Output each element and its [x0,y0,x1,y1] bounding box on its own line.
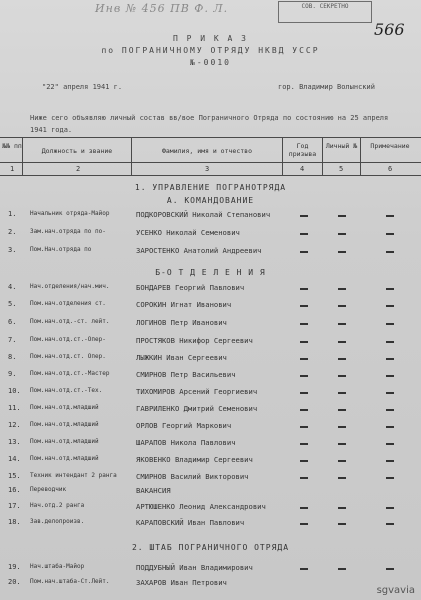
col-divider [22,137,23,175]
table-row [0,370,421,384]
row-position: Пом.нач.отд.ст.-Опер- [30,336,106,343]
table-row [0,300,421,314]
table-top-border [0,137,421,138]
dash-mark [338,288,346,290]
dash-mark [338,409,346,411]
row-name: КАРАПОВСКИЙ Иван Павлович [136,518,245,527]
row-position: Нач.штаба-Майор [30,563,85,570]
dash-mark [300,323,308,325]
dash-mark [386,477,394,479]
row-number: 6. [8,318,17,326]
row-position: Пом.нач.отд.ст.-Тех. [30,387,103,394]
handwritten-inventory-note: Инв № 456 ПВ Ф. Л. [95,2,229,15]
row-position: Начальник отряда-Майор [30,210,110,217]
column-number: 2 [76,165,81,173]
header-personal-number: Личный № [325,142,358,150]
dash-mark [386,233,394,235]
col-divider [322,137,323,175]
dash-mark [338,443,346,445]
row-name: ЗАРОСТЕНКО Анатолий Андреевич [136,246,262,255]
dash-mark [386,251,394,253]
row-name: ЛЫЖКИН Иван Сергеевич [136,353,227,362]
table-row [0,455,421,469]
row-position: Переводчик [30,486,67,493]
row-position: Зам.нач.отряда по по- [30,228,106,235]
dash-mark [338,341,346,343]
dash-mark [386,288,394,290]
dash-mark [300,305,308,307]
dash-mark [386,426,394,428]
column-number: 5 [339,165,344,173]
row-name: ПОДКОРОВСКИЙ Николай Степанович [136,210,271,219]
row-position: Нач.отделения/нач.мич. [30,283,110,290]
dash-mark [338,568,346,570]
row-name: СОРОКИН Игнат Иванович [136,300,232,309]
row-number: 10. [8,387,21,395]
row-name: ЯКОВЕНКО Владимир Сергеевич [136,455,253,464]
column-number: 1 [10,165,15,173]
section-heading: 2. ШТАБ ПОГРАНИЧНОГО ОТРЯДА [131,543,290,552]
table-header-bottom [0,175,421,176]
dash-mark [300,409,308,411]
dash-mark [338,507,346,509]
header-position: Должность и звание [41,147,113,155]
table-row [0,518,421,532]
row-position: Пом.нач.отд.младший [30,438,99,445]
row-name: ТИХОМИРОВ Арсений Георгиевич [136,387,258,396]
dash-mark [386,215,394,217]
table-row [0,578,421,592]
row-name: УСЕНКО Николай Семенович [136,228,240,237]
row-number: 5. [8,300,17,308]
header-note: Примечание [370,142,410,150]
row-position: Техник интендант 2 ранга [30,472,117,479]
header-number: №№ пп [2,142,22,150]
dash-mark [338,426,346,428]
column-number: 4 [300,165,305,173]
intro-paragraph: Ниже сего объявляю личный состав вв/вое Пограничного Отряда по состоянию на 25 апреля 1941 года. [30,114,389,134]
dash-mark [300,507,308,509]
row-number: 1. [8,210,17,218]
row-name: ПОДДУБНЫЙ Иван Владимирович [136,563,253,572]
row-name: БОНДАРЕВ Георгий Павлович [136,283,245,292]
table-row [0,336,421,350]
row-number: 17. [8,502,21,510]
row-position: Пом.нач.отд.младший [30,421,99,428]
table-row [0,502,421,516]
dash-mark [338,323,346,325]
row-name: ГАВРИЛЕНКО Дмитрий Семенович [136,404,258,413]
table-row [0,421,421,435]
dash-mark [386,375,394,377]
row-number: 3. [8,246,17,254]
row-number: 2. [8,228,17,236]
column-number: 6 [388,165,393,173]
dash-mark [300,341,308,343]
row-position: Пом.нач.отд.младший [30,455,99,462]
col-divider [131,137,132,175]
section-heading: 1. УПРАВЛЕНИЕ ПОГРАНОТРЯДА [134,183,287,192]
dash-mark [386,409,394,411]
dash-mark [386,323,394,325]
dash-mark [386,305,394,307]
document-title: П Р И К А З [173,34,248,43]
row-name: ПРОСТЯКОВ Никифор Сергеевич [136,336,253,345]
dash-mark [300,443,308,445]
row-position: Пом.нач.отд.ст.-Мастер [30,370,110,377]
dash-mark [338,460,346,462]
row-position: Пом.нач.отд.ст. Опер. [30,353,106,360]
row-position: Нач.отд.2 ранга [30,502,85,509]
dash-mark [300,288,308,290]
row-name: ВАКАНСИЯ [136,486,171,495]
row-position: Пом.нач.штаба-Ст.Лейт. [30,578,110,585]
table-header-divider [0,162,421,163]
dash-mark [300,523,308,525]
table-row [0,228,421,242]
row-name: ШАРАПОВ Никола Павлович [136,438,236,447]
dash-mark [386,460,394,462]
row-name: ЗАХАРОВ Иван Петрович [136,578,227,587]
dash-mark [338,523,346,525]
dash-mark [386,568,394,570]
dash-mark [386,523,394,525]
row-number: 14. [8,455,21,463]
order-number: №-0010 [190,58,231,67]
dash-mark [338,233,346,235]
row-number: 4. [8,283,17,291]
row-number: 7. [8,336,17,344]
dash-mark [338,305,346,307]
row-number: 20. [8,578,21,586]
row-name: СМИРНОВ Петр Васильевич [136,370,236,379]
table-row [0,472,421,486]
row-position: Пом.Нач.отряда по [30,246,92,253]
dash-mark [300,392,308,394]
subsection-heading: А. КОМАНДОВАНИЕ [166,196,255,205]
dash-mark [300,358,308,360]
dash-mark [386,507,394,509]
dash-mark [338,392,346,394]
row-number: 9. [8,370,17,378]
table-row [0,404,421,418]
row-position: Пом.нач.отделения ст. [30,300,106,307]
dash-mark [386,341,394,343]
row-number: 11. [8,404,21,412]
order-place: гор. Владимир Волынский [278,83,375,91]
subsection-heading: Б-О Т Д Е Л Е Н И Я [155,268,266,277]
dash-mark [338,251,346,253]
watermark: sgvavia [376,585,415,596]
dash-mark [386,443,394,445]
col-divider [360,137,361,175]
dash-mark [300,375,308,377]
dash-mark [386,392,394,394]
dash-mark [386,358,394,360]
dash-mark [300,215,308,217]
row-number: 15. [8,472,21,480]
row-position: Зав.делопроизв. [30,518,85,525]
document-subtitle: по ПОГРАНИЧНОМУ ОТРЯДУ НКВД УССР [101,46,320,55]
row-position: Пом.нач.отд.младший [30,404,99,411]
row-name: ЛОГИНОВ Петр Иванович [136,318,227,327]
column-number: 3 [205,165,210,173]
row-number: 12. [8,421,21,429]
col-divider [282,137,283,175]
order-date: "22" апреля 1941 г. [42,83,123,91]
row-number: 8. [8,353,17,361]
dash-mark [338,477,346,479]
table-row [0,387,421,401]
table-row [0,283,421,297]
handwritten-page-number: 566 [374,20,405,39]
dash-mark [300,460,308,462]
dash-mark [300,233,308,235]
header-name: Фамилия, имя и отчество [161,147,252,155]
dash-mark [300,426,308,428]
row-number: 16. [8,486,21,494]
table-row [0,438,421,452]
row-number: 19. [8,563,21,571]
table-row [0,486,421,500]
table-row [0,563,421,577]
dash-mark [338,215,346,217]
row-number: 18. [8,518,21,526]
header-year: Год призыва [288,142,317,158]
row-position: Пом.нач.отд.-ст. лейт. [30,318,110,325]
dash-mark [300,477,308,479]
row-name: АРТЮШЕНКО Леонид Александрович [136,502,266,511]
dash-mark [338,375,346,377]
dash-mark [300,251,308,253]
row-number: 13. [8,438,21,446]
secrecy-stamp: СОВ. СЕКРЕТНО [278,1,372,23]
dash-mark [338,358,346,360]
table-row [0,210,421,224]
row-name: ОРЛОВ Георгий Маркович [136,421,232,430]
table-row [0,318,421,332]
table-row [0,246,421,260]
row-name: СМИРНОВ Василий Викторович [136,472,249,481]
table-row [0,353,421,367]
dash-mark [300,568,308,570]
